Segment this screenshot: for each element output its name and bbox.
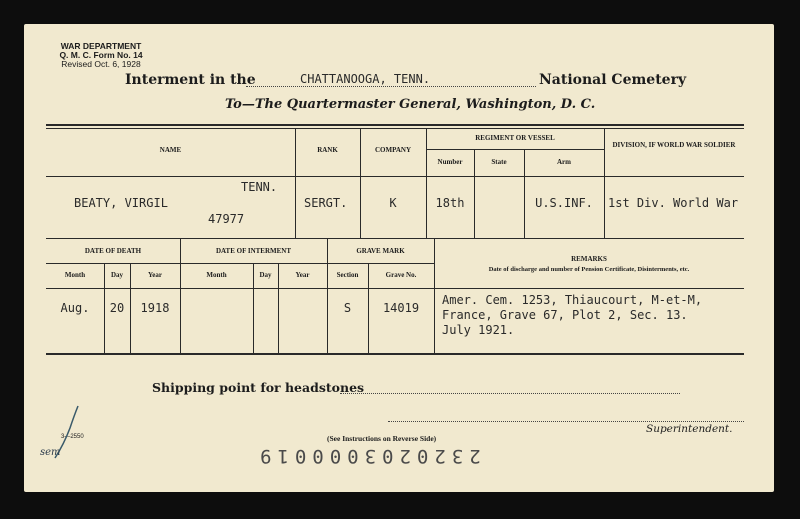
remarks-value (442, 293, 702, 338)
header-death-month: Month (64, 271, 86, 279)
death-month-value: Aug. (60, 301, 90, 315)
division-value: 1st Div. World War (608, 196, 739, 210)
header-grave-no: Grave No. (385, 271, 417, 279)
form-header (46, 42, 156, 69)
interment-card (24, 24, 774, 492)
regiment-number-value: 18th (435, 196, 465, 210)
form-header-line1: WAR DEPARTMENT (60, 41, 142, 51)
title-suffix: National Cemetery (539, 72, 687, 88)
soldier-name: BEATY, VIRGIL (74, 196, 168, 210)
instructions-note: (See Instructions on Reverse Side) (327, 434, 437, 443)
remarks-line-3: July 1921. (442, 323, 515, 337)
service-number: 47977 (208, 212, 245, 226)
header-state: State (491, 158, 507, 166)
form-header-line3: Revised Oct. 6, 1928 (61, 59, 141, 69)
header-rank: RANK (317, 146, 338, 154)
header-death-year: Year (148, 271, 162, 279)
shipping-label: Shipping point for headstones (152, 380, 365, 395)
grave-number-value: 14019 (382, 301, 420, 315)
header-company: COMPANY (374, 146, 412, 154)
remarks-line-1: Amer. Cem. 1253, Thiaucourt, M-et-M, (442, 293, 703, 307)
stamp-number: 2320203000019 (254, 445, 481, 467)
header-death-day: Day (110, 271, 124, 279)
form-header-line2: Q. M. C. Form No. 14 (59, 50, 143, 60)
header-int-day: Day (259, 271, 272, 279)
header-grave-mark: GRAVE MARK (356, 247, 405, 255)
header-arm: Arm (557, 158, 571, 166)
death-day-value: 20 (109, 301, 125, 315)
handwritten-initials: sem (40, 447, 61, 458)
superintendent-label: Superintendent. (646, 423, 733, 435)
subtitle: To—The Quartermaster General, Washington, D. C. (225, 97, 596, 112)
header-division: DIVISION, IF WORLD WAR SOLDIER (612, 141, 736, 149)
remarks-line-2: France, Grave 67, Plot 2, Sec. 13. (442, 308, 688, 322)
header-int-year: Year (295, 271, 310, 279)
header-date-of-death: DATE OF DEATH (84, 247, 142, 255)
company-value: K (389, 196, 397, 210)
form-code: 3—2550 (61, 434, 84, 440)
header-number: Number (437, 158, 463, 166)
rank-value: SERGT. (304, 196, 348, 210)
death-year-value: 1918 (140, 301, 170, 315)
section-value: S (343, 301, 352, 315)
header-date-of-interment: DATE OF INTERMENT (215, 247, 292, 255)
arm-value: U.S.INF. (535, 196, 593, 210)
header-section: Section (336, 271, 359, 279)
header-remarks-sub: Date of discharge and number of Pension Certificate, Disinterments, etc. (488, 266, 690, 273)
header-regiment: REGIMENT OR VESSEL (475, 134, 555, 142)
header-name: NAME (159, 146, 182, 154)
cemetery-name: CHATTANOOGA, TENN. (300, 72, 431, 86)
title-prefix: Interment in the (125, 72, 256, 88)
header-int-month: Month (206, 271, 227, 279)
soldier-state: TENN. (241, 180, 278, 194)
header-remarks: REMARKS (571, 255, 607, 263)
